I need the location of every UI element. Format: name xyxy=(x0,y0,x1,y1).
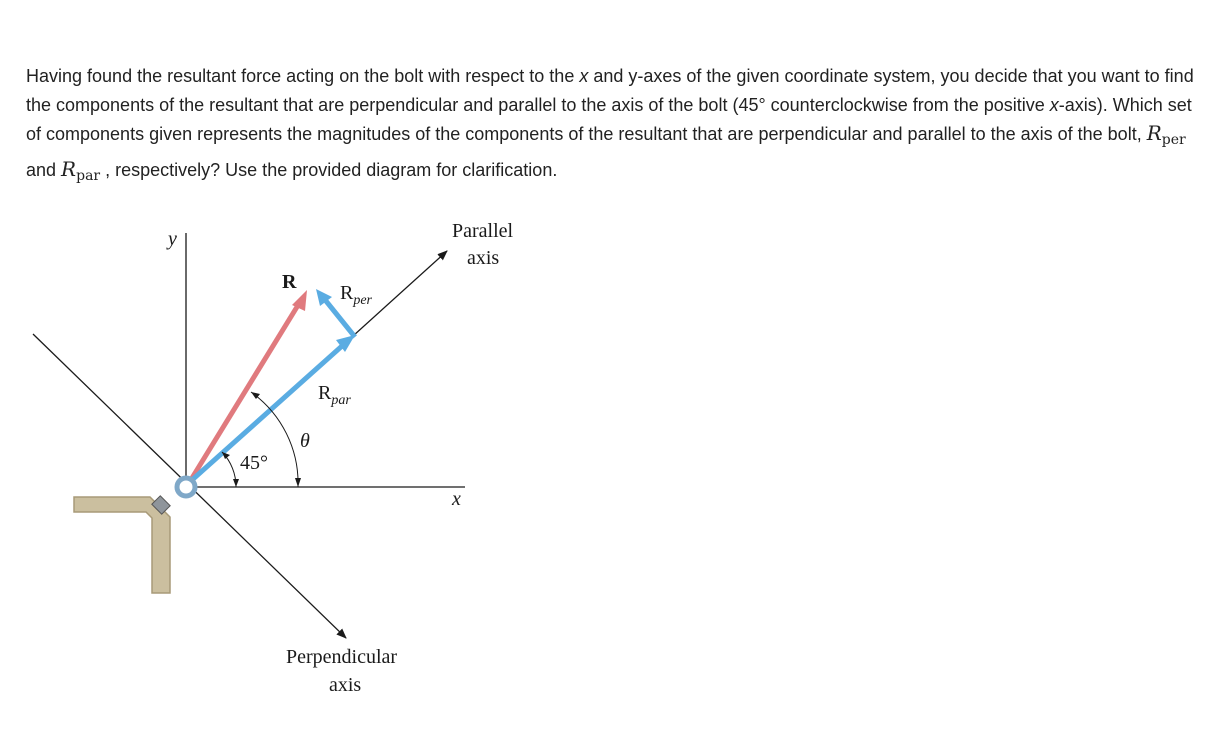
wall-bracket xyxy=(74,497,170,593)
question-part-1: Having found the resultant force acting on the bolt with respect to the xyxy=(26,66,580,86)
angle-45-label: 45° xyxy=(240,452,268,474)
r-per-vector xyxy=(326,301,355,337)
resultant-label: R xyxy=(282,271,297,293)
question-part-4: , respectively? Use the provided diagram for clarification. xyxy=(100,159,558,180)
angle-45-arc xyxy=(222,452,236,487)
r-par-label: $R_{par}$ xyxy=(318,382,351,408)
x-variable: x xyxy=(1049,94,1059,115)
bolt-eye xyxy=(177,478,195,496)
x-axis-label: x xyxy=(452,488,461,510)
r-per-symbol: $R_{per}$ xyxy=(1146,121,1186,148)
question-part-3: -axis). Which set of components given represents the magnitudes of the components of the resultant that are perpendicular and parallel to the axis of the bolt, xyxy=(26,94,1192,144)
question-part-2: and y-axes of the given coordinate system, you decide that you want to find the components of the resultant that are perpendicular and parallel to the axis of the bolt (45° counterclockwise from the positive xyxy=(26,66,1194,115)
perpendicular-axis-label-line1: Perpendicular xyxy=(286,646,398,668)
r-par-symbol: $R_{par}$ xyxy=(61,156,101,184)
question-and: and xyxy=(26,159,62,180)
parallel-axis-label-line2: axis xyxy=(467,247,500,269)
perpendicular-axis-label-line2: axis xyxy=(329,674,362,696)
parallel-axis-label-line1: Parallel xyxy=(452,220,514,242)
y-axis-label: y xyxy=(168,228,177,250)
theta-label: θ xyxy=(300,430,310,452)
r-per-label: $R_{per}$ xyxy=(340,282,373,308)
x-variable: x xyxy=(579,66,589,86)
